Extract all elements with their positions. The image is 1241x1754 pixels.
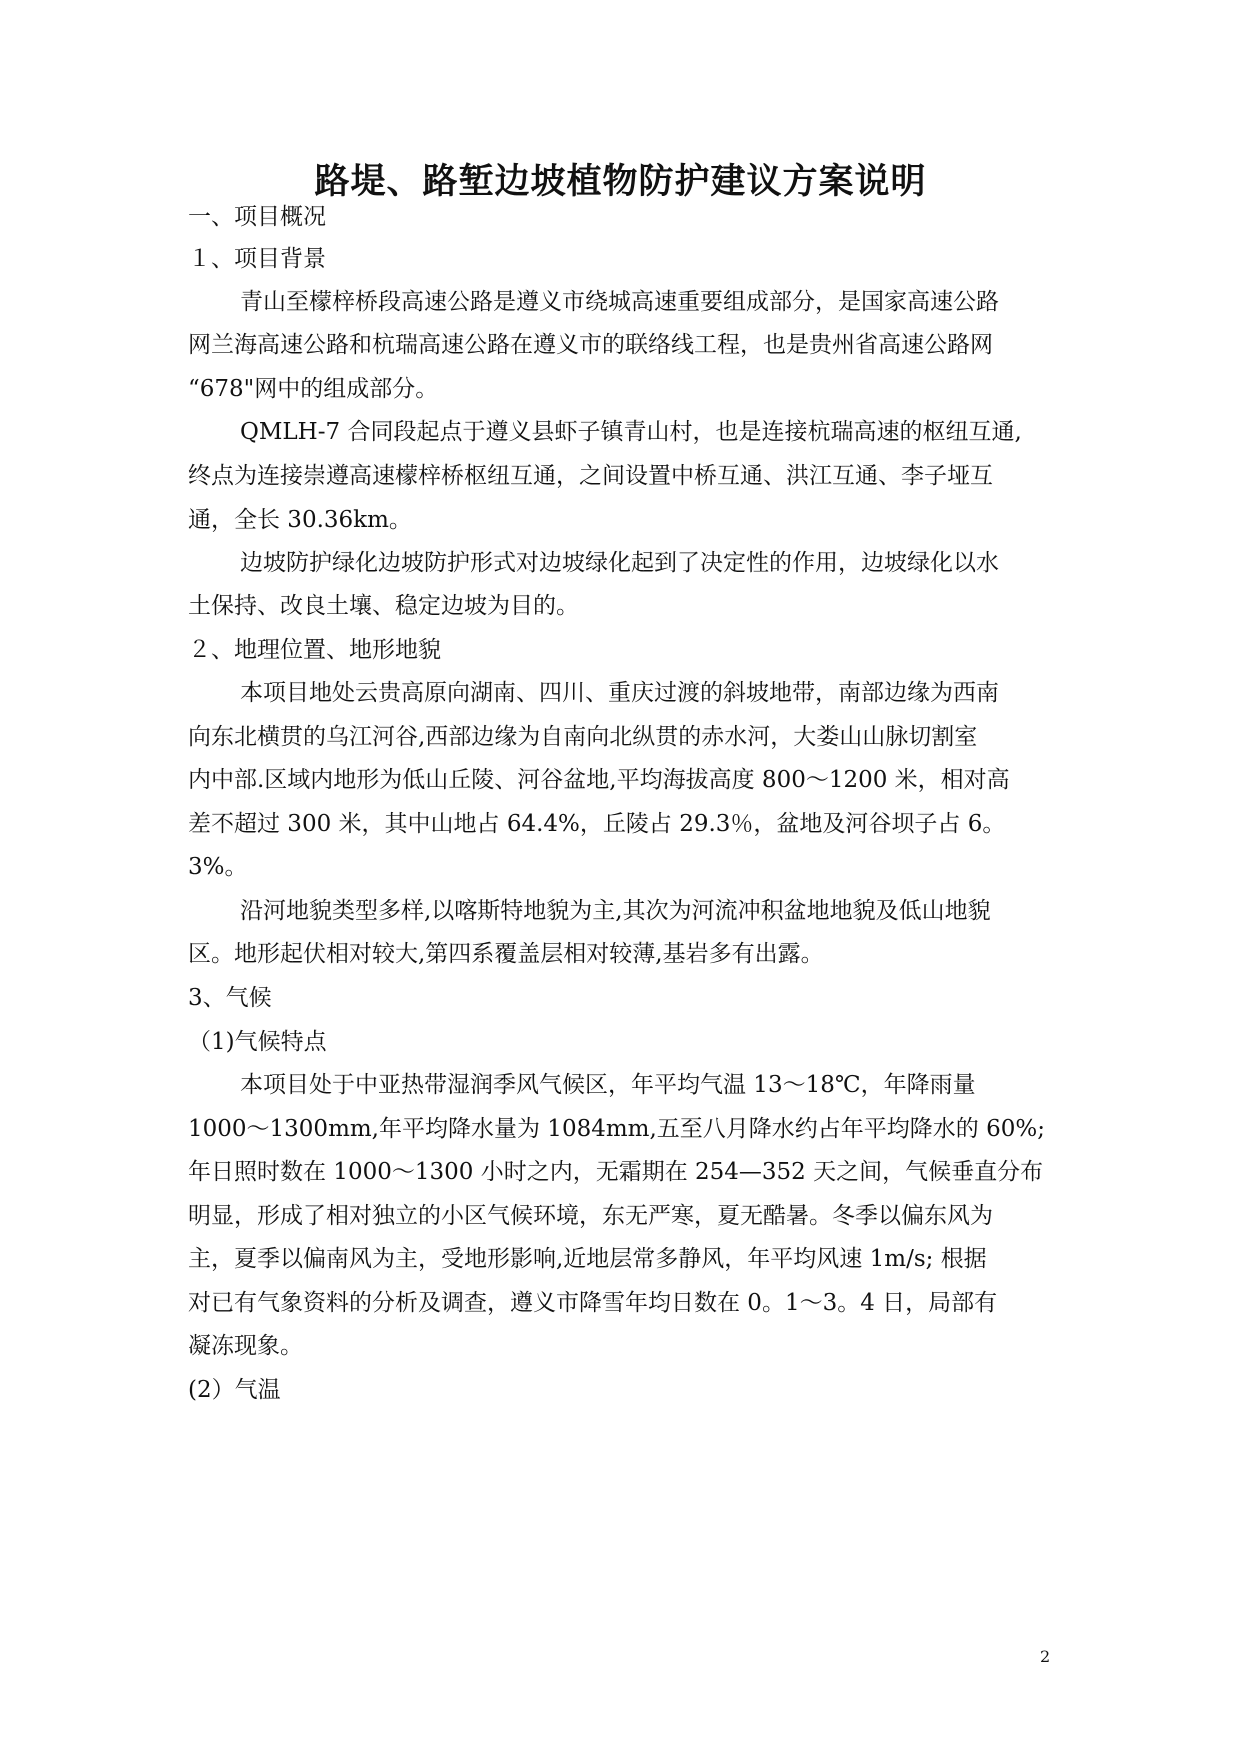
heading-climate: 3、气候 xyxy=(188,985,272,1011)
heading-climate-features: （1)气候特点 xyxy=(188,1029,327,1055)
paragraph-line: 凝冻现象。 xyxy=(188,1333,303,1359)
paragraph-line: 通，全长 30.36km。 xyxy=(188,507,412,533)
paragraph-line: 明显，形成了相对独立的小区气候环境，东无严寒，夏无酷暑。冬季以偏东风为 xyxy=(188,1203,993,1229)
paragraph-line: 内中部.区域内地形为低山丘陵、河谷盆地,平均海拔高度 800～1200 米，相对高 xyxy=(188,767,1010,793)
heading-project-background: １、项目背景 xyxy=(188,246,326,272)
heading-section-1: 一、项目概况 xyxy=(188,204,326,230)
paragraph-line: 1000～1300mm,年平均降水量为 1084mm,五至八月降水约占年平均降水的 60%; xyxy=(188,1116,1045,1142)
paragraph-line: 年日照时数在 1000～1300 小时之内，无霜期在 254—352 天之间，气候垂直分布 xyxy=(188,1159,1044,1185)
paragraph-line: 沿河地貌类型多样,以喀斯特地貌为主,其次为河流冲积盆地地貌及低山地貌 xyxy=(240,898,991,924)
paragraph-line: 终点为连接崇遵高速檬梓桥枢纽互通，之间设置中桥互通、洪江互通、李子垭互 xyxy=(188,463,993,489)
paragraph-line: 3%。 xyxy=(188,854,248,880)
paragraph-line: 本项目处于中亚热带湿润季风气候区，年平均气温 13～18℃，年降雨量 xyxy=(240,1072,976,1098)
paragraph-line: 区。地形起伏相对较大,第四系覆盖层相对较薄,基岩多有出露。 xyxy=(188,941,824,967)
paragraph-line: 网兰海高速公路和杭瑞高速公路在遵义市的联络线工程，也是贵州省高速公路网 xyxy=(188,332,993,358)
paragraph-line: 本项目地处云贵高原向湖南、四川、重庆过渡的斜坡地带，南部边缘为西南 xyxy=(240,680,999,706)
paragraph-line: QMLH-7 合同段起点于遵义县虾子镇青山村，也是连接杭瑞高速的枢纽互通, xyxy=(240,419,1022,445)
heading-geography: ２、地理位置、地形地貌 xyxy=(188,637,441,663)
paragraph-line: 差不超过 300 米，其中山地占 64.4%，丘陵占 29.3％，盆地及河谷坝子占 6。 xyxy=(188,811,1006,837)
heading-temperature: (2）气温 xyxy=(188,1377,281,1403)
paragraph-line: 对已有气象资料的分析及调查，遵义市降雪年均日数在 0。1～3。4 日，局部有 xyxy=(188,1290,998,1316)
paragraph-line: 主，夏季以偏南风为主，受地形影响,近地层常多静风，年平均风速 1m/s; 根据 xyxy=(188,1246,987,1272)
page-number: 2 xyxy=(1040,1647,1051,1666)
document-title: 路堤、路堑边坡植物防护建议方案说明 xyxy=(314,161,927,202)
paragraph-line: 边坡防护绿化边坡防护形式对边坡绿化起到了决定性的作用，边坡绿化以水 xyxy=(240,550,999,576)
paragraph-line: “678"网中的组成部分。 xyxy=(188,376,439,402)
paragraph-line: 青山至檬梓桥段高速公路是遵义市绕城高速重要组成部分，是国家高速公路 xyxy=(240,289,999,315)
paragraph-line: 土保持、改良土壤、稳定边坡为目的。 xyxy=(188,593,579,619)
paragraph-line: 向东北横贯的乌江河谷,西部边缘为自南向北纵贯的赤水河，大娄山山脉切割室 xyxy=(188,724,978,750)
